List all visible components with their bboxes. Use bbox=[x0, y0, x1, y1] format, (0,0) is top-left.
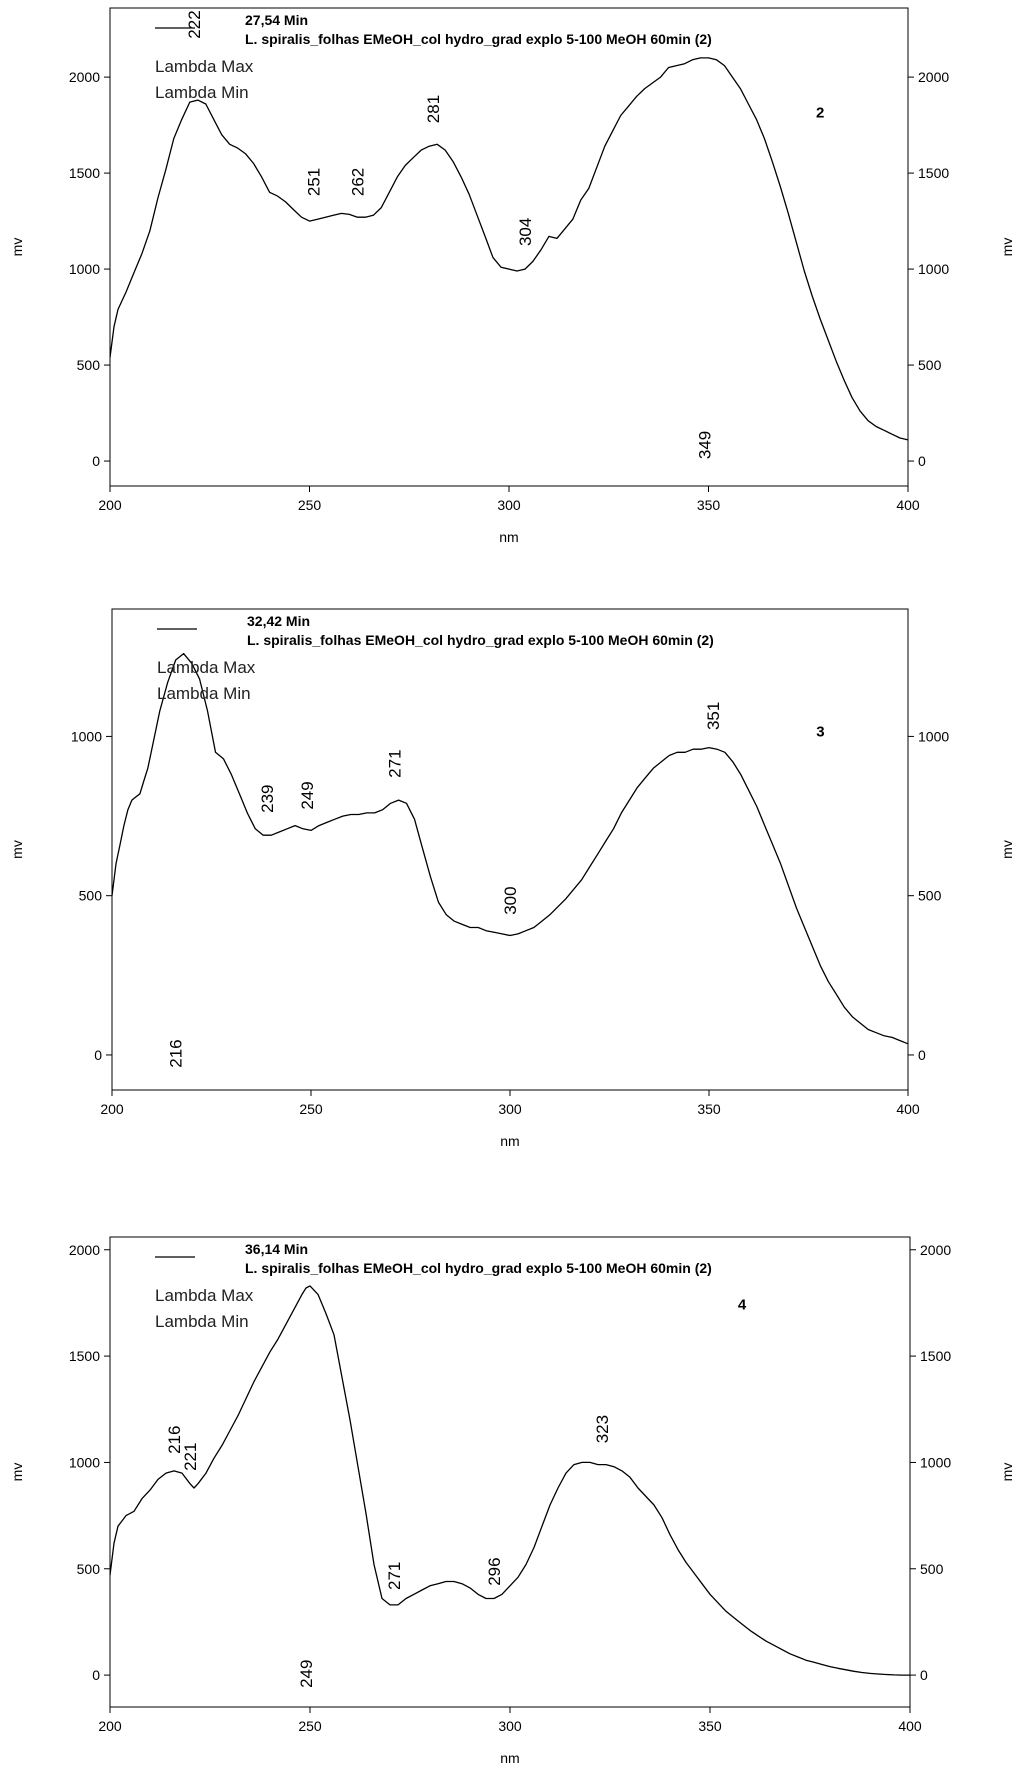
chart-3-y-tick-label-right: 0 bbox=[918, 1046, 926, 1063]
chart-3-y-axis-label-right: mv bbox=[999, 840, 1015, 859]
chart-4-y-tick-label-left: 1000 bbox=[68, 1454, 100, 1471]
chart-3-peak-label: 351 bbox=[704, 701, 724, 731]
chart-4-peak-label: 221 bbox=[181, 1442, 201, 1471]
chart-2-y-axis-label-left: mv bbox=[9, 237, 25, 257]
chart-2-peak-label: 262 bbox=[348, 167, 368, 197]
chart-3-x-tick-label: 350 bbox=[697, 1101, 721, 1117]
chart-2-x-axis-label: nm bbox=[499, 529, 519, 545]
chart-3-legend-lambda: Lambda Min bbox=[157, 684, 251, 703]
chart-4-peak-label: 216 bbox=[165, 1425, 185, 1454]
chart-2-y-tick-label-left: 2000 bbox=[68, 69, 100, 86]
chart-4-x-tick-label: 200 bbox=[98, 1718, 122, 1734]
chart-4-x-tick-label: 300 bbox=[498, 1718, 522, 1734]
chart-4-y-tick-label-left: 2000 bbox=[68, 1241, 100, 1258]
chart-3-peak-label: 271 bbox=[385, 749, 405, 778]
chart-4-y-tick-label-right: 1500 bbox=[920, 1348, 952, 1365]
chart-3-panel-label: 3 bbox=[816, 723, 825, 741]
chart-2-y-tick-label-right: 2000 bbox=[918, 69, 950, 86]
chart-3-plot-frame bbox=[112, 609, 908, 1090]
chart-4-y-tick-label-left: 500 bbox=[76, 1560, 100, 1577]
chart-2-x-tick-label: 250 bbox=[297, 497, 322, 513]
chart-2-legend-series-name: L. spiralis_folhas EMeOH_col hydro_grad explo 5-100 MeOH 60min (2) bbox=[245, 31, 712, 47]
chart-3-y-tick-label-left: 500 bbox=[78, 887, 102, 904]
chart-4-y-tick-label-right: 500 bbox=[920, 1560, 944, 1577]
chart-panel-3 bbox=[0, 585, 1024, 1175]
chart-4-legend-retention-time: 36,14 Min bbox=[245, 1241, 309, 1257]
chart-2-y-tick-label-right: 1000 bbox=[918, 261, 950, 278]
chart-2-plot-frame bbox=[110, 8, 908, 486]
chart-2-y-tick-label-left: 1500 bbox=[68, 165, 100, 182]
chart-2-y-tick-label-left: 500 bbox=[76, 357, 100, 374]
chart-2-y-tick-label-right: 1500 bbox=[918, 165, 950, 182]
chart-panel-4 bbox=[0, 1180, 1024, 1790]
chart-2-y-tick-label-right: 0 bbox=[918, 453, 926, 470]
chart-3-x-tick-label: 200 bbox=[100, 1101, 124, 1117]
chart-4-x-tick-label: 350 bbox=[698, 1718, 722, 1734]
chart-3-x-tick-label: 300 bbox=[498, 1101, 522, 1117]
chart-4-legend-series-name: L. spiralis_folhas EMeOH_col hydro_grad explo 5-100 MeOH 60min (2) bbox=[245, 1260, 712, 1276]
chart-3-peak-label: 216 bbox=[166, 1039, 186, 1068]
chart-4-peak-label: 249 bbox=[296, 1659, 316, 1688]
chart-2-peak-label: 304 bbox=[516, 217, 536, 247]
chart-3-y-tick-label-right: 500 bbox=[918, 887, 942, 904]
chart-3-peak-label: 239 bbox=[258, 784, 278, 813]
chart-4-legend-lambda: Lambda Max bbox=[155, 1286, 254, 1305]
chart-4-x-tick-label: 250 bbox=[298, 1718, 322, 1734]
chart-4-peak-label: 323 bbox=[592, 1414, 612, 1444]
chart-3-y-tick-label-right: 1000 bbox=[918, 728, 950, 745]
chart-2-x-tick-label: 350 bbox=[696, 497, 721, 513]
chart-4-peak-label: 271 bbox=[385, 1561, 405, 1590]
chart-2-panel-label: 2 bbox=[816, 104, 825, 122]
chart-2-y-tick-label-right: 500 bbox=[918, 357, 942, 374]
chart-2-spectrum-line bbox=[110, 58, 908, 440]
chart-4-x-axis-label: nm bbox=[500, 1750, 520, 1766]
chart-2-x-tick-label: 200 bbox=[98, 497, 122, 513]
chart-2-legend-lambda: Lambda Max bbox=[155, 57, 254, 76]
chart-3-legend-series-name: L. spiralis_folhas EMeOH_col hydro_grad explo 5-100 MeOH 60min (2) bbox=[247, 632, 714, 648]
chart-4-y-tick-label-right: 2000 bbox=[920, 1241, 952, 1258]
chart-4-plot-frame bbox=[110, 1237, 910, 1707]
chart-2-x-tick-label: 400 bbox=[896, 497, 920, 513]
chart-2-x-tick-label: 300 bbox=[497, 497, 521, 513]
chart-3-peak-label: 249 bbox=[297, 781, 317, 810]
chart-4-y-tick-label-left: 0 bbox=[92, 1667, 100, 1684]
chart-3-y-tick-label-left: 1000 bbox=[70, 728, 102, 745]
chart-2-y-axis-label-right: mv bbox=[999, 237, 1015, 257]
chart-4-y-tick-label-right: 1000 bbox=[920, 1454, 952, 1471]
chart-4-spectrum-line bbox=[110, 1286, 910, 1675]
chart-4-y-tick-label-left: 1500 bbox=[68, 1348, 100, 1365]
chart-4-peak-label: 296 bbox=[484, 1557, 504, 1586]
chart-2-peak-label: 222 bbox=[184, 10, 204, 39]
chart-2-legend-lambda: Lambda Min bbox=[155, 83, 249, 102]
chart-2-y-tick-label-left: 1000 bbox=[68, 261, 100, 278]
chart-3-peak-label: 300 bbox=[501, 886, 521, 915]
chart-3-legend-lambda: Lambda Max bbox=[157, 658, 256, 677]
chart-4-y-axis-label-right: mv bbox=[999, 1462, 1015, 1482]
chart-4-legend-lambda: Lambda Min bbox=[155, 1312, 249, 1331]
chart-4-panel-label: 4 bbox=[737, 1296, 747, 1314]
chart-2-peak-label: 251 bbox=[304, 167, 324, 197]
chart-2-legend-retention-time: 27,54 Min bbox=[245, 12, 309, 28]
chart-4-y-tick-label-right: 0 bbox=[920, 1667, 928, 1684]
chart-2-peak-label: 349 bbox=[695, 430, 715, 460]
chart-2-peak-label: 281 bbox=[424, 94, 444, 124]
chart-3-spectrum-line bbox=[112, 654, 908, 1044]
chart-4-y-axis-label-left: mv bbox=[9, 1462, 25, 1482]
chart-3-x-tick-label: 400 bbox=[896, 1101, 920, 1117]
chart-3-x-axis-label: nm bbox=[500, 1133, 520, 1149]
chart-3-x-tick-label: 250 bbox=[299, 1101, 323, 1117]
chart-3-y-tick-label-left: 0 bbox=[94, 1046, 102, 1063]
chart-4-x-tick-label: 400 bbox=[898, 1718, 922, 1734]
chart-3-y-axis-label-left: mv bbox=[9, 840, 25, 859]
chart-2-y-tick-label-left: 0 bbox=[92, 453, 100, 470]
chart-panel-2 bbox=[0, 0, 1024, 560]
chart-3-legend-retention-time: 32,42 Min bbox=[247, 613, 311, 629]
